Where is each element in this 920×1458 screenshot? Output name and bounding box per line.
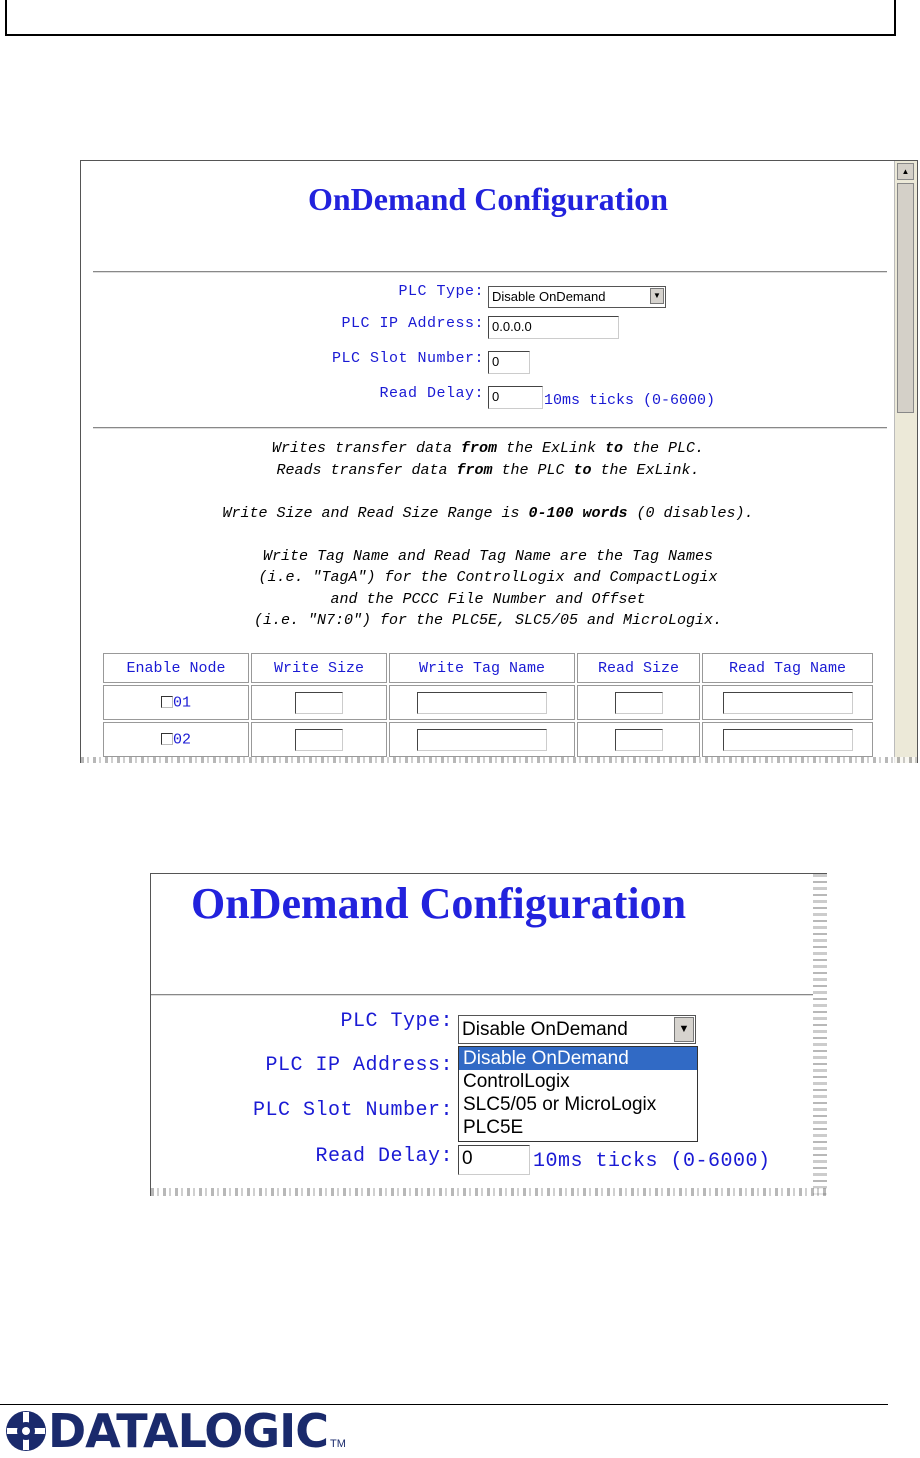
plc-slot-input[interactable]: 0: [488, 351, 530, 374]
read-delay-unit: 10ms ticks (0-6000): [533, 1150, 771, 1173]
help-line-1: Writes transfer data from the ExLink to the PLC.: [271, 440, 705, 457]
help-line-5: (i.e. "TagA") for the ControlLogix and CompactLogix: [258, 569, 718, 586]
torn-edge: [151, 1188, 827, 1196]
vertical-scrollbar[interactable]: [894, 161, 917, 763]
read-tag-name-input[interactable]: [723, 692, 853, 714]
table-row: 02: [103, 722, 873, 757]
option-disable-ondemand[interactable]: Disable OnDemand: [459, 1047, 697, 1070]
read-size-input[interactable]: [615, 692, 663, 714]
divider: [151, 994, 813, 996]
scroll-up-icon[interactable]: ▲: [897, 163, 914, 180]
table-row: 01: [103, 685, 873, 720]
write-tag-name-input[interactable]: [417, 729, 547, 751]
enable-node-checkbox[interactable]: [161, 696, 173, 708]
option-controllogix[interactable]: ControlLogix: [463, 1071, 570, 1092]
col-read-size: Read Size: [577, 653, 700, 683]
read-delay-label: Read Delay:: [315, 1145, 453, 1168]
table-header-row: [103, 653, 873, 683]
trademark: TM: [330, 1438, 346, 1450]
divider: [93, 271, 887, 273]
plc-type-select[interactable]: Disable OnDemand ▼: [458, 1015, 696, 1044]
help-text: [81, 438, 895, 632]
help-line-6: and the PCCC File Number and Offset: [330, 590, 646, 608]
logo-text: DATALOGIC: [48, 1404, 329, 1458]
plc-type-select[interactable]: Disable OnDemand ▼: [488, 286, 666, 308]
page-title: OnDemand Configuration: [307, 181, 669, 217]
option-plc5e[interactable]: PLC5E: [463, 1117, 524, 1138]
write-size-input[interactable]: [295, 692, 343, 714]
chevron-down-icon[interactable]: ▼: [674, 1017, 694, 1042]
plc-slot-label: PLC Slot Number:: [252, 1099, 453, 1122]
help-line-7: (i.e. "N7:0") for the PLC5E, SLC5/05 and MicroLogix.: [253, 612, 723, 629]
option-slc505-micrologix[interactable]: SLC5/05 or MicroLogix: [463, 1094, 657, 1115]
help-line-3: Write Size and Read Size Range is 0-100 words (0 disables).: [222, 504, 754, 522]
col-enable-node: Enable Node: [103, 653, 249, 683]
torn-edge: [81, 757, 917, 763]
help-line-2: Reads transfer data from the PLC to the ExLink.: [276, 461, 700, 479]
read-delay-label: Read Delay:: [379, 385, 484, 402]
col-write-size: Write Size: [251, 653, 387, 683]
plc-ip-input[interactable]: 0.0.0.0: [488, 316, 619, 339]
scrollbar-thumb[interactable]: [897, 183, 914, 413]
read-delay-unit: 10ms ticks (0-6000): [544, 392, 716, 409]
write-size-input[interactable]: [295, 729, 343, 751]
read-size-input[interactable]: [615, 729, 663, 751]
enable-node-checkbox[interactable]: [161, 733, 173, 745]
plc-type-label: PLC Type:: [398, 283, 484, 300]
screenshot-ondemand-config: [80, 160, 918, 763]
datalogic-logo-icon: [4, 1409, 48, 1453]
read-tag-name-input[interactable]: [723, 729, 853, 751]
divider: [93, 427, 887, 429]
write-tag-name-input[interactable]: [417, 692, 547, 714]
read-delay-input[interactable]: 0: [458, 1145, 530, 1175]
plc-type-label: PLC Type:: [340, 1010, 453, 1033]
screenshot-plc-type-dropdown: [150, 873, 827, 1196]
node-table: [101, 651, 875, 759]
read-delay-input[interactable]: 0: [488, 386, 543, 409]
plc-type-dropdown-list[interactable]: [458, 1046, 698, 1142]
page-title: OnDemand Configuration: [191, 879, 687, 928]
datalogic-logo: [4, 1404, 346, 1458]
chevron-down-icon[interactable]: ▼: [650, 288, 664, 304]
plc-ip-label: PLC IP Address:: [265, 1054, 453, 1077]
col-write-tag-name: Write Tag Name: [389, 653, 575, 683]
torn-edge: [813, 874, 827, 1196]
plc-ip-label: PLC IP Address:: [341, 315, 484, 332]
plc-slot-label: PLC Slot Number:: [331, 350, 484, 367]
header-box: [5, 0, 896, 36]
help-line-4: Write Tag Name and Read Tag Name are the Tag Names: [262, 547, 714, 565]
col-read-tag-name: Read Tag Name: [702, 653, 873, 683]
